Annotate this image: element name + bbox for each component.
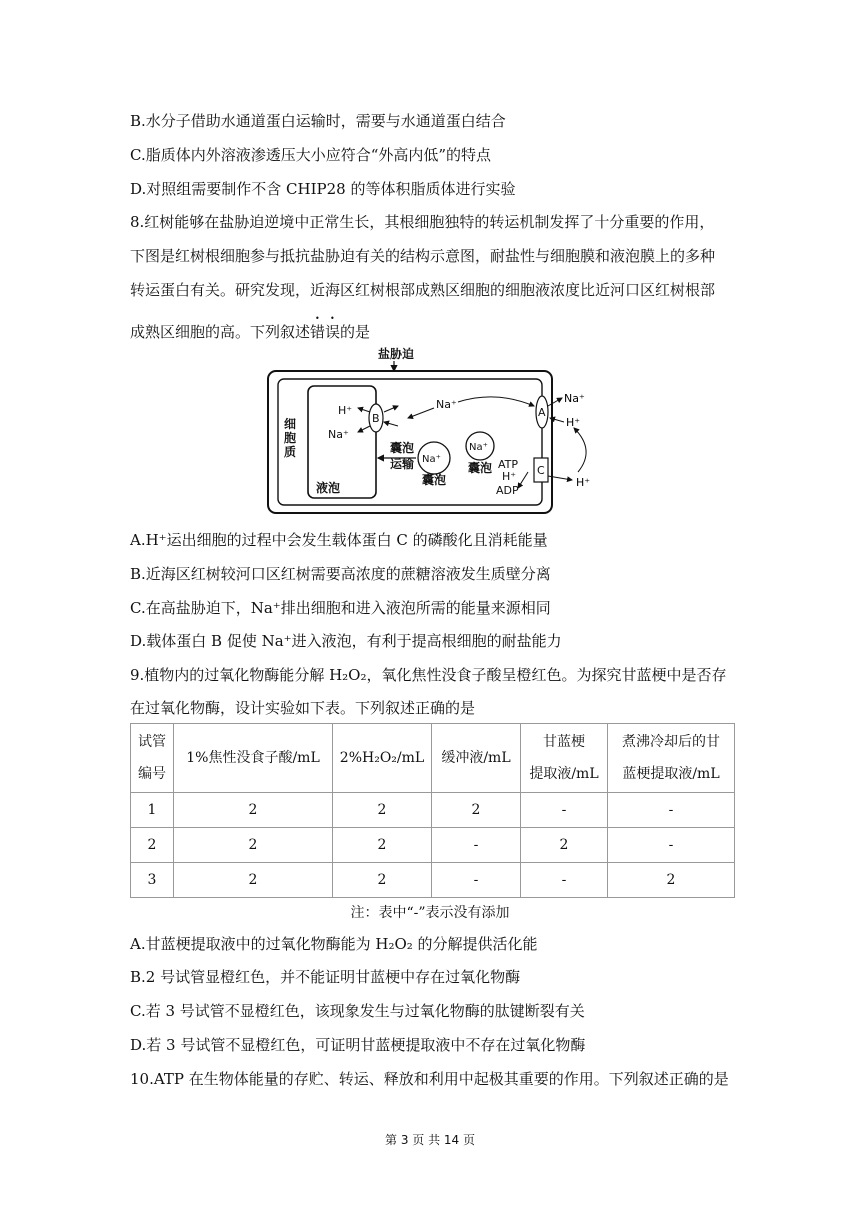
h-plus-cycle-arrow bbox=[574, 428, 586, 472]
vesicle-right-label: 囊泡 bbox=[468, 461, 493, 475]
table-cell: - bbox=[608, 793, 735, 828]
cytoplasm-na-plus-label: Na⁺ bbox=[436, 398, 457, 411]
q8-stem-line-3: 转运蛋白有关。研究发现，近海区红树根部成熟区细胞的细胞液浓度比近河口区红树根部 bbox=[130, 281, 716, 299]
table-cell: 2 bbox=[131, 828, 174, 863]
q9-stem-line-1: 9.植物内的过氧化物酶能分解 H₂O₂，氧化焦性没食子酸呈橙红色。为探究甘蓝梗中是否存 bbox=[130, 666, 727, 684]
na-plus-to-b-arrow bbox=[408, 408, 434, 418]
vesicle-left-label: 囊泡 bbox=[422, 473, 447, 487]
q8-stem-line-4 bbox=[130, 314, 370, 342]
q8-stem-line-1: 8.红树能够在盐胁迫逆境中正常生长，其根细胞独特的转运机制发挥了十分重要的作用， bbox=[130, 213, 715, 231]
vacuole-h-plus-label: H⁺ bbox=[338, 404, 353, 417]
table-cell: 2 bbox=[333, 863, 432, 898]
h-plus-enter-arrow bbox=[550, 418, 564, 422]
h-plus-out-arrow-b bbox=[384, 406, 398, 412]
exterior-c-h-plus-label: H⁺ bbox=[576, 476, 591, 489]
q7-option-c: C.脂质体内外溶液渗透压大小应符合“外高内低”的特点 bbox=[130, 146, 492, 164]
table-row bbox=[131, 793, 735, 828]
table-cell: 2 bbox=[174, 793, 333, 828]
vesicle-transport-label-2: 运输 bbox=[390, 457, 415, 471]
vesicle-left-na-plus: Na⁺ bbox=[422, 454, 441, 465]
q9-option-d: D.若 3 号试管不显橙红色，可证明甘蓝梗提取液中不存在过氧化物酶 bbox=[130, 1036, 586, 1054]
q7-option-d: D.对照组需要制作不含 CHIP28 的等体积脂质体进行实验 bbox=[130, 180, 516, 198]
h-plus-arrow-b bbox=[358, 408, 370, 412]
header-line: 蓝梗提取液/mL bbox=[622, 766, 720, 782]
table-cell: 2 bbox=[333, 828, 432, 863]
q9-option-a: A.甘蓝梗提取液中的过氧化物酶能为 H₂O₂ 的分解提供活化能 bbox=[130, 935, 538, 953]
q9-option-b: B.2 号试管显橙红色，并不能证明甘蓝梗中存在过氧化物酶 bbox=[130, 968, 521, 986]
protein-c-label: C bbox=[537, 464, 545, 477]
vesicle-transport-label-1: 囊泡 bbox=[390, 441, 415, 455]
na-plus-to-a-arrow bbox=[458, 397, 534, 406]
table-cell: 3 bbox=[131, 863, 174, 898]
table-header-cell bbox=[131, 724, 174, 793]
q9-stem-line-2: 在过氧化物酶，设计实验如下表。下列叙述正确的是 bbox=[130, 699, 476, 717]
root-cell-diagram bbox=[266, 346, 556, 516]
atp-to-adp-arrow bbox=[518, 472, 528, 488]
table-note: 注：表中“-”表示没有添加 bbox=[350, 905, 510, 921]
page-footer: 第 3 页 共 14 页 bbox=[385, 1133, 475, 1147]
table-header-row bbox=[131, 724, 735, 793]
protein-a-label: A bbox=[538, 406, 546, 419]
header-line: 试管 bbox=[138, 734, 166, 750]
table-cell: - bbox=[521, 863, 608, 898]
table-cell: 1 bbox=[131, 793, 174, 828]
q8-stem-line-2: 下图是红树根细胞参与抵抗盐胁迫有关的结构示意图，耐盐性与细胞膜和液泡膜上的多种 bbox=[130, 247, 716, 265]
na-plus-in-arrow-b bbox=[384, 422, 398, 426]
experiment-table bbox=[130, 723, 735, 898]
h-plus-c-exit-arrow bbox=[548, 476, 572, 480]
na-plus-arrow-b bbox=[358, 426, 370, 432]
atp-label: ATP bbox=[498, 458, 519, 471]
exterior-h-plus-label: H⁺ bbox=[566, 416, 581, 429]
q10-stem-line-1: 10.ATP 在生物体能量的存贮、转运、释放和利用中起极其重要的作用。下列叙述正确的是 bbox=[130, 1070, 729, 1088]
c-h-plus-label: H⁺ bbox=[502, 470, 517, 483]
table-row bbox=[131, 863, 735, 898]
table-cell: - bbox=[521, 793, 608, 828]
diagram-exterior bbox=[548, 380, 608, 500]
table-cell: - bbox=[432, 863, 521, 898]
q8-option-c: C.在高盐胁迫下，Na⁺排出细胞和进入液泡所需的能量来源相同 bbox=[130, 599, 551, 617]
q8-option-a: A.H⁺运出细胞的过程中会发生载体蛋白 C 的磷酸化且消耗能量 bbox=[130, 531, 548, 549]
header-line: 编号 bbox=[138, 766, 166, 782]
vacuole-na-plus-label: Na⁺ bbox=[328, 428, 349, 441]
header-line: 甘蓝梗 bbox=[543, 734, 585, 750]
table-cell: 2 bbox=[608, 863, 735, 898]
cytoplasm-label-3: 质 bbox=[284, 445, 297, 459]
q8-stem-line-4-suffix: 的是 bbox=[340, 323, 371, 341]
table-header-cell bbox=[521, 724, 608, 793]
table-cell: 2 bbox=[174, 828, 333, 863]
vesicle-right-na-plus: Na⁺ bbox=[469, 442, 488, 453]
table-cell: - bbox=[432, 828, 521, 863]
table-header-cell bbox=[432, 724, 521, 793]
na-plus-exit-arrow bbox=[548, 398, 562, 406]
header-line: 1%焦性没食子酸/mL bbox=[186, 750, 320, 766]
header-line: 提取液/mL bbox=[529, 766, 599, 782]
table-cell: 2 bbox=[333, 793, 432, 828]
cytoplasm-label-2: 胞 bbox=[284, 431, 297, 445]
q8-option-b: B.近海区红树较河口区红树需要高浓度的蔗糖溶液发生质壁分离 bbox=[130, 565, 551, 583]
table-cell: - bbox=[608, 828, 735, 863]
table-cell: 2 bbox=[174, 863, 333, 898]
adp-label: ADP bbox=[496, 484, 519, 497]
q8-stem-line-4-prefix: 成熟区细胞的高。下列叙述 bbox=[130, 323, 311, 341]
protein-b-label: B bbox=[372, 412, 380, 425]
q8-option-d: D.载体蛋白 B 促使 Na⁺进入液泡，有利于提高根细胞的耐盐能力 bbox=[130, 632, 562, 650]
q7-option-b: B.水分子借助水通道蛋白运输时，需要与水通道蛋白结合 bbox=[130, 112, 506, 130]
exterior-na-plus-label: Na⁺ bbox=[564, 392, 585, 405]
q8-stem-emphasis: 错误 bbox=[310, 323, 341, 341]
table-cell: 2 bbox=[521, 828, 608, 863]
q9-option-c: C.若 3 号试管不显橙红色，该现象发生与过氧化物酶的肽键断裂有关 bbox=[130, 1002, 585, 1020]
table-row bbox=[131, 828, 735, 863]
table-header-cell bbox=[608, 724, 735, 793]
table-cell: 2 bbox=[432, 793, 521, 828]
vacuole-label: 液泡 bbox=[316, 481, 341, 495]
table-header-cell bbox=[174, 724, 333, 793]
cytoplasm-label-1: 细 bbox=[284, 417, 297, 431]
header-line: 煮沸冷却后的甘 bbox=[622, 734, 720, 750]
header-line: 2%H₂O₂/mL bbox=[339, 750, 425, 766]
table-header-cell bbox=[333, 724, 432, 793]
salt-stress-label: 盐胁迫 bbox=[378, 347, 415, 361]
header-line: 缓冲液/mL bbox=[441, 750, 511, 766]
